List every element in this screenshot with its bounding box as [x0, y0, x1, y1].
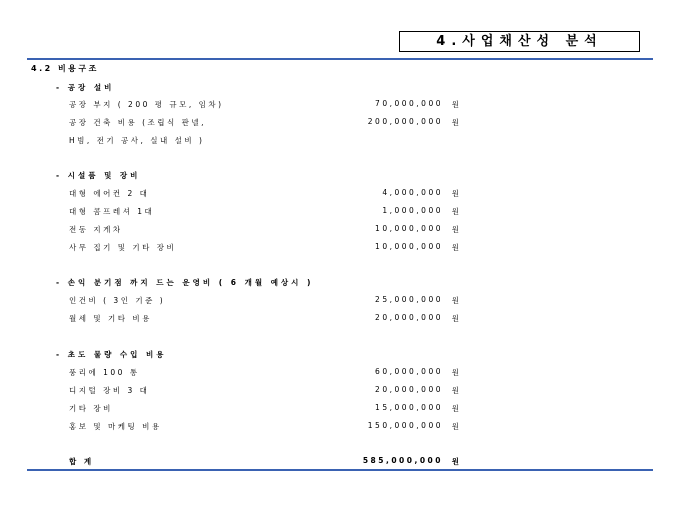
cost-amount: 150,000,000	[367, 421, 443, 430]
cost-row	[69, 421, 459, 433]
cost-label: 전동 지게차	[69, 225, 123, 234]
cost-row	[69, 367, 459, 379]
total-row	[69, 456, 459, 468]
currency-unit: 원	[451, 189, 459, 198]
cost-row	[69, 99, 459, 111]
cost-amount: 10,000,000	[375, 224, 443, 233]
cost-label: 기타 장비	[69, 404, 113, 413]
group-title-equipment: - 시설품 및 장비	[56, 171, 141, 180]
currency-unit: 원	[451, 314, 459, 323]
total-label: 합 계	[69, 457, 94, 466]
cost-row	[69, 224, 459, 236]
currency-unit: 원	[451, 368, 459, 377]
cost-label: 사무 집기 및 기타 장비	[69, 243, 177, 252]
currency-unit: 원	[451, 100, 459, 109]
cost-row	[69, 295, 459, 307]
currency-unit: 원	[451, 207, 459, 216]
cost-label: H빔, 전기 공사, 실내 설비 )	[69, 136, 205, 145]
currency-unit: 원	[451, 457, 459, 466]
cost-row	[69, 206, 459, 218]
document-title: 4.사업채산성 분석	[399, 31, 640, 52]
cost-amount: 20,000,000	[375, 313, 443, 322]
cost-label: 디지털 장비 3 대	[69, 386, 150, 395]
cost-label: 공장 건축 비용 (조립식 판넬,	[69, 118, 207, 127]
group-title-factory: - 공장 설비	[56, 83, 115, 92]
cost-amount: 15,000,000	[375, 403, 443, 412]
total-amount: 585,000,000	[362, 456, 443, 465]
cost-amount: 4,000,000	[382, 188, 443, 197]
cost-row	[69, 385, 459, 397]
currency-unit: 원	[451, 422, 459, 431]
cost-amount: 20,000,000	[375, 385, 443, 394]
currency-unit: 원	[451, 386, 459, 395]
cost-amount: 60,000,000	[375, 367, 443, 376]
cost-row	[69, 242, 459, 254]
cost-label: 월세 및 기타 비용	[69, 314, 152, 323]
cost-amount: 1,000,000	[382, 206, 443, 215]
section-title: 4.2 비용구조	[31, 64, 99, 73]
cost-label: 대형 에어컨 2 대	[69, 189, 150, 198]
cost-amount: 25,000,000	[375, 295, 443, 304]
cost-row	[69, 188, 459, 200]
cost-label: 홍보 및 마케팅 비용	[69, 422, 162, 431]
cost-label: 인건비 ( 3인 기준 )	[69, 296, 166, 305]
cost-row	[69, 135, 459, 147]
cost-label: 풍리에 100 통	[69, 368, 140, 377]
bottom-divider	[27, 469, 653, 471]
cost-amount: 10,000,000	[375, 242, 443, 251]
cost-row	[69, 313, 459, 325]
group-title-operating-costs: - 손익 분기점 까지 드는 운영비 ( 6 개월 예상시 )	[56, 278, 314, 287]
cost-row	[69, 117, 459, 129]
cost-amount: 200,000,000	[367, 117, 443, 126]
currency-unit: 원	[451, 296, 459, 305]
cost-label: 공장 부지 ( 200 평 규모, 임차)	[69, 100, 224, 109]
cost-amount: 70,000,000	[375, 99, 443, 108]
group-title-initial-import: - 초도 물량 수입 비용	[56, 350, 167, 359]
top-divider	[27, 58, 653, 60]
currency-unit: 원	[451, 225, 459, 234]
cost-row	[69, 403, 459, 415]
currency-unit: 원	[451, 118, 459, 127]
cost-label: 대형 콤프레셔 1대	[69, 207, 155, 216]
currency-unit: 원	[451, 243, 459, 252]
currency-unit: 원	[451, 404, 459, 413]
